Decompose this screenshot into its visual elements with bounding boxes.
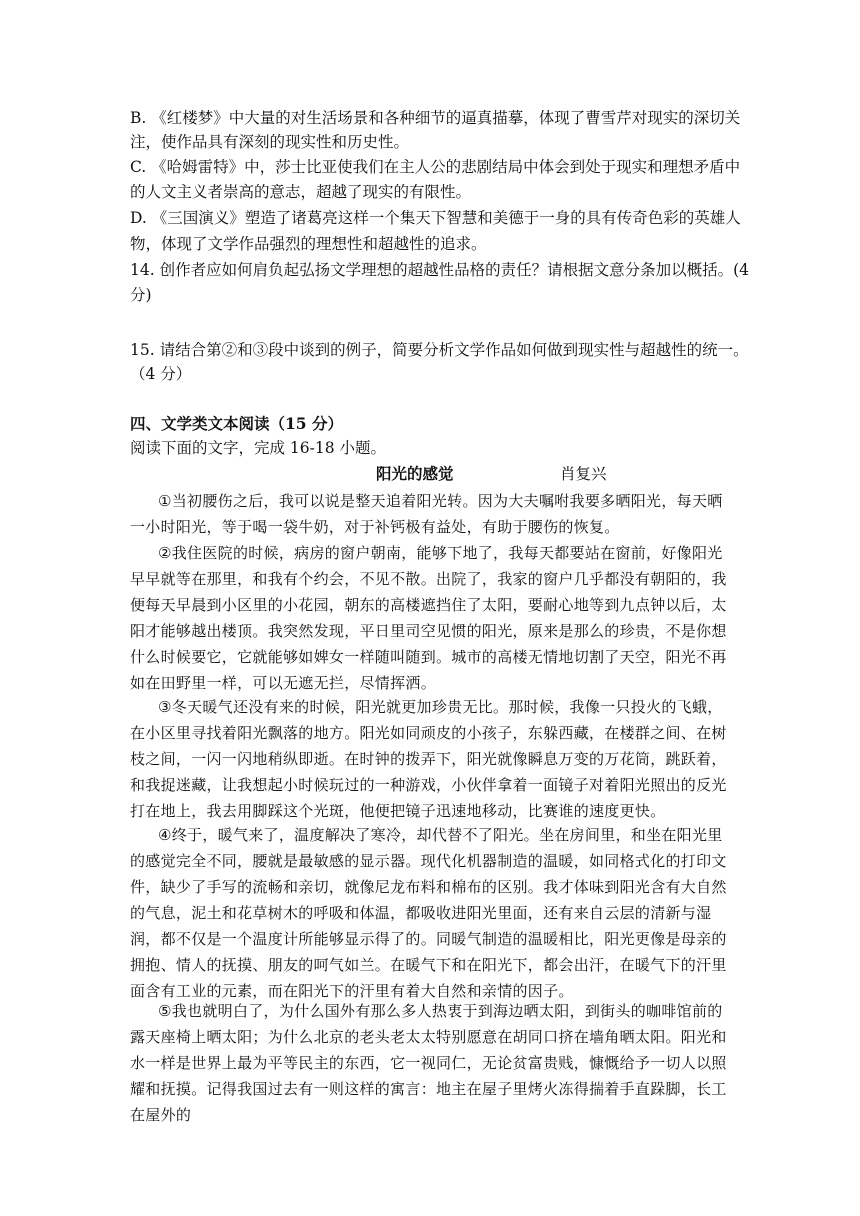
- question-14-line-1: 14. 创作者应如何肩负起弘扬文学理想的超越性品格的责任？请根据文意分条加以概括。(4: [130, 261, 749, 279]
- section-heading: 四、文学类文本阅读（15 分）: [130, 414, 343, 433]
- option-d-line-2: 物，体现了文学作品强烈的理想性和超越性的追求。: [130, 235, 487, 253]
- option-c-line-1: C. 《哈姆雷特》中，莎士比亚使我们在主人公的悲剧结局中体会到处于现实和理想矛盾中: [130, 158, 741, 176]
- paragraph-5: ⑤我也就明白了，为什么国外有那么多人热衷于到海边晒太阳，到街头的咖啡馆前的露天座椅上晒太阳；为什么北京的老头老太太特别愿意在胡同口挤在墙角晒太阳。阳光和水一样是世界上最为平等民主的东西，它一视同仁，无论贫富贵贱，慷慨给予一切人以照耀和抚摸。记得我国过去有一则这样的寓言：地主在屋子里烤火冻得揣着手直跺脚，长工在屋外的: [130, 1002, 727, 1124]
- paragraph-1: ①当初腰伤之后，我可以说是整天追着阳光转。因为大夫嘱咐我要多晒阳光，每天晒一小时阳光，等于喝一袋牛奶，对于补钙极有益处，有助于腰伤的恢复。: [130, 492, 723, 536]
- paragraph-4: ④终于，暖气来了，温度解决了寒冷，却代替不了阳光。坐在房间里，和坐在阳光里的感觉完全不同，腰就是最敏感的显示器。现代化机器制造的温暖，如同格式化的打印文件，缺少了手写的流畅和亲切，就像尼龙布料和棉布的区别。我才体味到阳光含有大自然的气息，泥土和花草树木的呼吸和体温，都吸收进阳光里面，还有来自云层的清新与湿润，都不仅是一个温度计所能够显示得了的。同暖气制造的温暖相比，阳光更像是母亲的拥抱、情人的抚摸、朋友的呵气如兰。在暖气下和在阳光下，都会出汗，在暖气下的汗里面含有工业的元素，而在阳光下的汗里有着大自然和亲情的因子。: [130, 826, 727, 1000]
- article-title: 阳光的感觉: [376, 464, 454, 483]
- paragraph-3: ③冬天暖气还没有来的时候，阳光就更加珍贵无比。那时候，我像一只投火的飞蛾，在小区里寻找着阳光飘落的地方。阳光如同顽皮的小孩子，东躲西藏，在楼群之间、在树枝之间，一闪一闪地稍纵即逝。在时钟的拨弄下，阳光就像瞬息万变的万花筒，跳跃着，和我捉迷藏，让我想起小时候玩过的一种游戏，小伙伴拿着一面镜子对着阳光照出的反光打在地上，我去用脚踩这个光斑，他便把镜子迅速地移动，比赛谁的速度更快。: [130, 698, 727, 820]
- paragraph-2: ②我住医院的时候，病房的窗户朝南，能够下地了，我每天都要站在窗前，好像阳光早早就等在那里，和我有个约会，不见不散。出院了，我家的窗户几乎都没有朝阳的，我便每天早晨到小区里的小花园，朝东的高楼遮挡住了太阳，要耐心地等到九点钟以后，太阳才能够越出楼顶。我突然发现，平日里司空见惯的阳光，原来是那么的珍贵，不是你想什么时候要它，它就能够如婢女一样随叫随到。城市的高楼无情地切割了天空，阳光不再如在田野里一样，可以无遮无拦，尽情挥洒。: [130, 544, 727, 692]
- article-title-row: [130, 462, 730, 486]
- question-15-line-1: 15. 请结合第②和③段中谈到的例子，简要分析文学作品如何做到现实性与超越性的统一。: [130, 341, 749, 359]
- option-b-line-1: B. 《红楼梦》中大量的对生活场景和各种细节的逼真描摹，体现了曹雪芹对现实的深切关: [130, 109, 741, 127]
- article-author: 肖复兴: [560, 465, 607, 483]
- option-c-line-2: 的人文主义者崇高的意志，超越了现实的有限性。: [130, 183, 472, 201]
- option-d-line-1: D. 《三国演义》塑造了诸葛亮这样一个集天下智慧和美德于一身的具有传奇色彩的英雄人: [130, 209, 741, 227]
- question-15-line-2: （4 分）: [130, 365, 192, 383]
- option-b-line-2: 注，使作品具有深刻的现实性和历史性。: [130, 133, 410, 151]
- question-14-line-2: 分): [130, 286, 152, 304]
- section-instruction: 阅读下面的文字，完成 16-18 小题。: [130, 439, 387, 457]
